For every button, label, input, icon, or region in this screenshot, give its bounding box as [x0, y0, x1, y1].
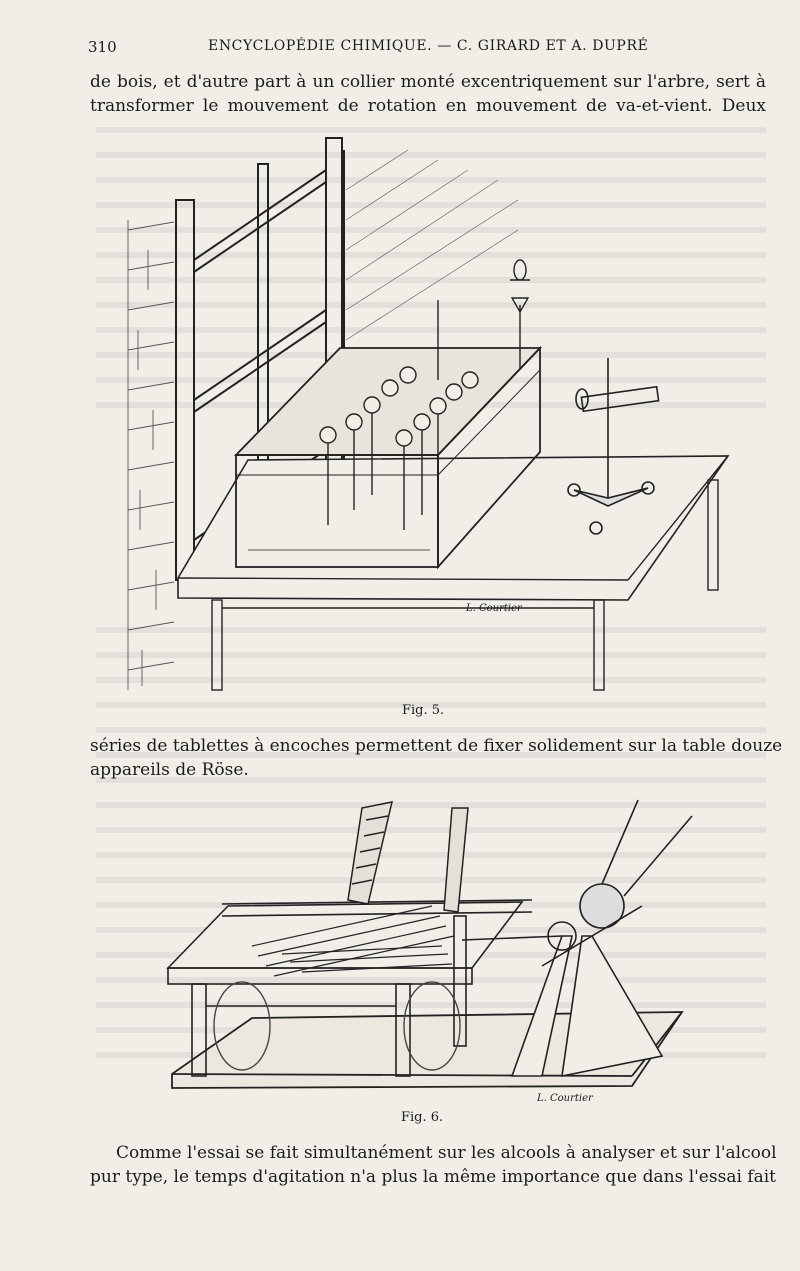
text-line: séries de tablettes à encoches permettent de fixer solidement sur la table douze — [90, 736, 783, 756]
text-line: pur type, le temps d'agitation n'a plus la même importance que dans l'essai fait — [90, 1167, 776, 1187]
page-header — [88, 38, 768, 60]
paragraph-3 — [90, 1141, 777, 1189]
running-head: ENCYCLOPÉDIE CHIMIQUE. — C. GIRARD ET A. DUPRÉ — [208, 38, 649, 54]
figure-5-signature: L. Courtier — [466, 603, 522, 614]
paragraph-2 — [90, 734, 783, 782]
paragraph-1 — [90, 70, 766, 118]
figure-5-illustration — [108, 130, 748, 696]
text-line: Comme l'essai se fait simultanément sur les alcools à analyser et sur l'alcool — [116, 1143, 777, 1163]
notched-boards — [348, 802, 468, 912]
table — [178, 456, 728, 690]
text-line: appareils de Röse. — [90, 760, 249, 780]
figure-6-caption: Fig. 6. — [401, 1110, 444, 1125]
figure-6-illustration — [162, 796, 702, 1102]
figure-6-signature: L. Courtier — [537, 1093, 593, 1104]
text-line: transformer le mouvement de rotation en mouvement de va-et-vient. Deux — [90, 96, 766, 116]
page-number: 310 — [88, 38, 117, 56]
text-line: de bois, et d'autre part à un collier monté excentriquement sur l'arbre, sert à — [90, 72, 766, 92]
brick-wall — [128, 220, 174, 690]
figure-5-caption: Fig. 5. — [402, 703, 445, 718]
